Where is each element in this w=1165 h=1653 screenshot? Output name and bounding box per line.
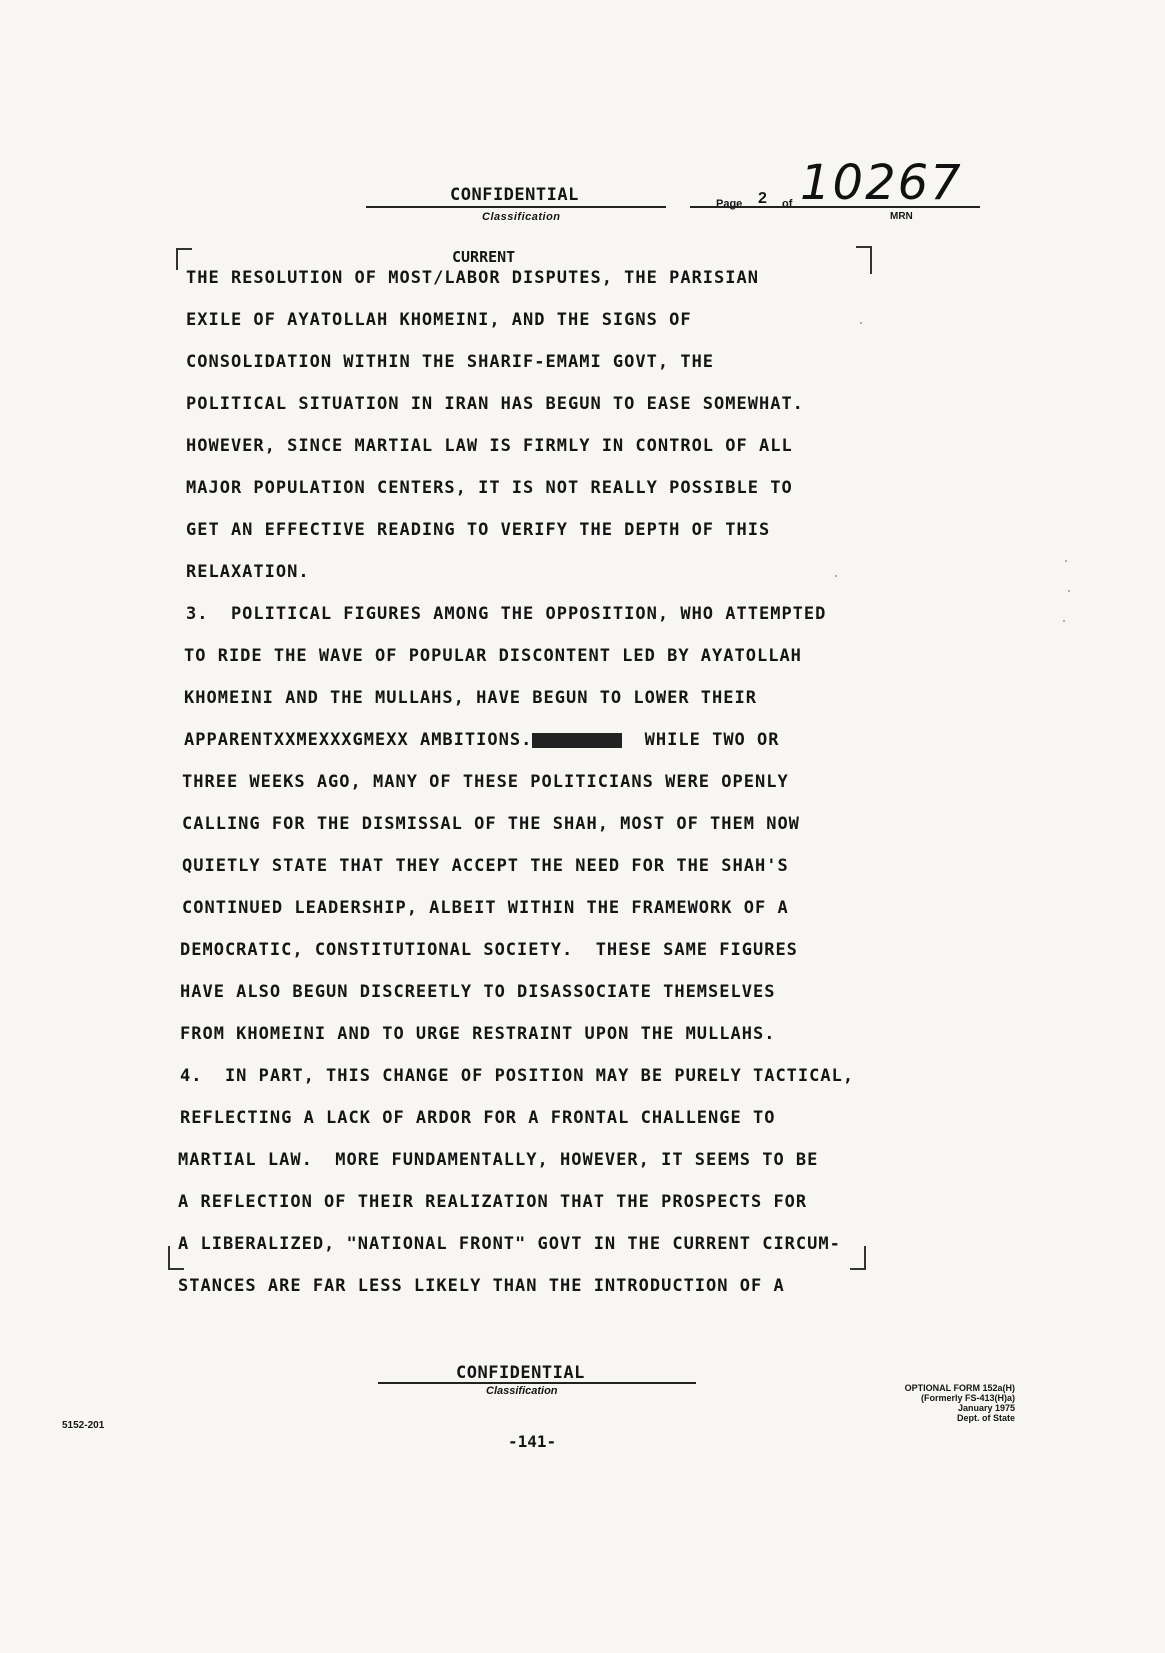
- body-line: FROM KHOMEINI AND TO URGE RESTRAINT UPON THE MULLAHS.: [180, 1024, 776, 1044]
- footer-classification-caption: Classification: [486, 1385, 558, 1397]
- body-line: MAJOR POPULATION CENTERS, IT IS NOT REALLY POSSIBLE TO: [186, 478, 793, 498]
- struck-text: XXMEXXXGMEXX: [273, 730, 409, 750]
- body-line: RELAXATION.: [186, 562, 310, 582]
- of-label: of: [782, 198, 793, 210]
- body-line: EXILE OF AYATOLLAH KHOMEINI, AND THE SIGNS OF: [186, 310, 692, 330]
- body-line: A LIBERALIZED, "NATIONAL FRONT" GOVT IN THE CURRENT CIRCUM-: [178, 1234, 841, 1254]
- body-line: A REFLECTION OF THEIR REALIZATION THAT THE PROSPECTS FOR: [178, 1192, 808, 1212]
- current-annotation: CURRENT: [452, 248, 516, 266]
- scan-speck: [1068, 590, 1070, 592]
- header-classification: CONFIDENTIAL: [450, 185, 579, 205]
- body-line: DEMOCRATIC, CONSTITUTIONAL SOCIETY. THESE SAME FIGURES: [180, 940, 798, 960]
- form-line: OPTIONAL FORM 152a(H): [904, 1383, 1015, 1393]
- body-line: QUIETLY STATE THAT THEY ACCEPT THE NEED FOR THE SHAH'S: [182, 856, 789, 876]
- body-line: GET AN EFFECTIVE READING TO VERIFY THE DEPTH OF THIS: [186, 520, 771, 540]
- body-line: CONSOLIDATION WITHIN THE SHARIF-EMAMI GOVT, THE: [186, 352, 715, 372]
- header-classification-caption: Classification: [482, 211, 561, 223]
- body-line: THE RESOLUTION OF MOST/LABOR DISPUTES, THE PARISIAN: [186, 268, 759, 288]
- mrn-caption: MRN: [890, 211, 913, 222]
- scan-speck: [860, 322, 862, 324]
- body-line: REFLECTING A LACK OF ARDOR FOR A FRONTAL CHALLENGE TO: [180, 1108, 776, 1128]
- redaction-block: XXXXXXXX: [532, 732, 623, 753]
- redacted-line-part2: AMBITIONS.: [408, 730, 533, 750]
- footer-classification: CONFIDENTIAL: [456, 1363, 585, 1383]
- page-number-field: 2: [758, 190, 767, 207]
- form-code: 5152-201: [62, 1420, 105, 1431]
- body-line: MARTIAL LAW. MORE FUNDAMENTALLY, HOWEVER, IT SEEMS TO BE: [178, 1150, 819, 1170]
- header-classification-rule: [366, 206, 666, 208]
- form-designation: [905, 1383, 1015, 1423]
- body-line-redacted: [184, 730, 780, 753]
- redacted-line-part1: APPARENT: [184, 730, 274, 750]
- body-line: CALLING FOR THE DISMISSAL OF THE SHAH, MOST OF THEM NOW: [182, 814, 800, 834]
- body-line: POLITICAL SITUATION IN IRAN HAS BEGUN TO EASE SOMEWHAT.: [186, 394, 804, 414]
- body-line: THREE WEEKS AGO, MANY OF THESE POLITICIANS WERE OPENLY: [182, 772, 789, 792]
- scan-speck: [835, 575, 837, 577]
- body-line: HAVE ALSO BEGUN DISCREETLY TO DISASSOCIATE THEMSELVES: [180, 982, 776, 1002]
- form-line: January 1975: [957, 1403, 1015, 1413]
- form-line: (Formerly FS-413(H)a): [920, 1393, 1015, 1403]
- body-line: HOWEVER, SINCE MARTIAL LAW IS FIRMLY IN CONTROL OF ALL: [186, 436, 793, 456]
- bracket-top-left: [176, 248, 192, 270]
- bracket-bottom-right: [850, 1246, 866, 1270]
- page-label: Page: [716, 198, 743, 210]
- scan-speck: [1063, 620, 1065, 622]
- mrn-handwritten-number: 10267: [800, 155, 963, 211]
- redacted-line-part3: WHILE TWO OR: [622, 730, 780, 750]
- page-number: -141-: [508, 1432, 557, 1451]
- body-line: 3. POLITICAL FIGURES AMONG THE OPPOSITION, WHO ATTEMPTED: [186, 604, 827, 624]
- body-line: 4. IN PART, THIS CHANGE OF POSITION MAY BE PURELY TACTICAL,: [180, 1066, 855, 1086]
- body-line: CONTINUED LEADERSHIP, ALBEIT WITHIN THE FRAMEWORK OF A: [182, 898, 789, 918]
- form-line: Dept. of State: [956, 1413, 1015, 1423]
- body-line: KHOMEINI AND THE MULLAHS, HAVE BEGUN TO LOWER THEIR: [184, 688, 757, 708]
- scan-speck: [1065, 560, 1067, 562]
- bracket-top-right: [856, 246, 872, 274]
- body-line: TO RIDE THE WAVE OF POPULAR DISCONTENT LED BY AYATOLLAH: [184, 646, 802, 666]
- body-line: STANCES ARE FAR LESS LIKELY THAN THE INTRODUCTION OF A: [178, 1276, 785, 1296]
